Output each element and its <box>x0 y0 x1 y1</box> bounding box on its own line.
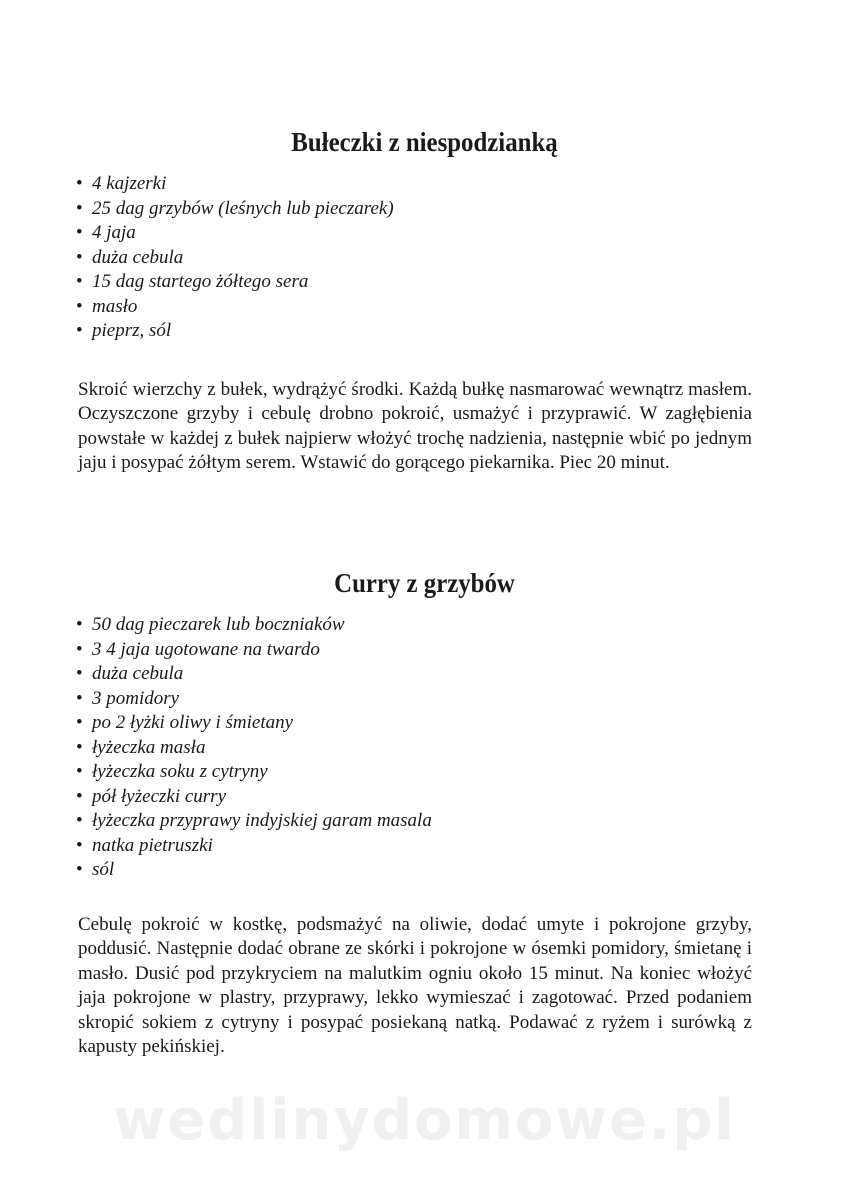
ingredient-item: • 3 4 jaja ugotowane na twardo <box>76 638 849 663</box>
ingredient-item: • 25 dag grzybów (leśnych lub pieczarek) <box>76 197 849 222</box>
ingredient-list <box>0 613 849 883</box>
ingredient-item: • 4 kajzerki <box>76 172 849 197</box>
ingredient-item: • pół łyżeczki curry <box>76 785 849 810</box>
ingredient-item: • sól <box>76 858 849 883</box>
recipe-curry <box>0 563 849 1060</box>
ingredient-item: • pieprz, sól <box>76 319 849 344</box>
ingredient-item: • łyżeczka masła <box>76 736 849 761</box>
recipe-title: Bułeczki z niespodzianką <box>291 127 558 157</box>
watermark: wedlinydomowe.pl <box>113 1088 736 1153</box>
ingredient-item: • łyżeczka przyprawy indyjskiej garam masala <box>76 809 849 834</box>
ingredient-item: • duża cebula <box>76 662 849 687</box>
ingredient-item: • 50 dag pieczarek lub boczniaków <box>76 613 849 638</box>
ingredient-list <box>0 172 849 344</box>
ingredient-item: • po 2 łyżki oliwy i śmietany <box>76 711 849 736</box>
ingredient-item: • łyżeczka soku z cytryny <box>76 760 849 785</box>
recipe-title: Curry z grzybów <box>334 568 515 598</box>
ingredient-item: • 15 dag startego żółtego sera <box>76 270 849 295</box>
recipe-bulki <box>0 122 849 476</box>
ingredient-item: • duża cebula <box>76 246 849 271</box>
recipe-instructions: Skroić wierzchy z bułek, wydrążyć środki. Każdą bułkę nasmarować wewnątrz masłem. Oczyszczone grzyby i cebulę drobno pokroić, usmażyć i przyprawić. W zagłębienia powstałe w każdej z bułek najpierw włożyć trochę nadzienia, następnie wbić po jednym jaju i posypać żółtym serem. Wstawić do gorącego piekarnika. Piec 20 minut. <box>78 378 752 473</box>
ingredient-item: • natka pietruszki <box>76 834 849 859</box>
ingredient-item: • masło <box>76 295 849 320</box>
recipe-instructions: Cebulę pokroić w kostkę, podsmażyć na oliwie, dodać umyte i pokrojone grzyby, poddusić. Następnie dodać obrane ze skórki i pokrojone w ósemki pomidory, śmietanę i masło. Dusić pod przykryciem na malutkim ogniu około 15 minut. Na koniec włożyć jaja pokrojone w plastry, przyprawy, lekko wymieszać i zagotować. Przed podaniem skropić sokiem z cytryny i posypać posiekaną natką. Podawać z ryżem i surówką z kapusty pekińskiej. <box>78 913 752 1057</box>
ingredient-item: • 4 jaja <box>76 221 849 246</box>
ingredient-item: • 3 pomidory <box>76 687 849 712</box>
